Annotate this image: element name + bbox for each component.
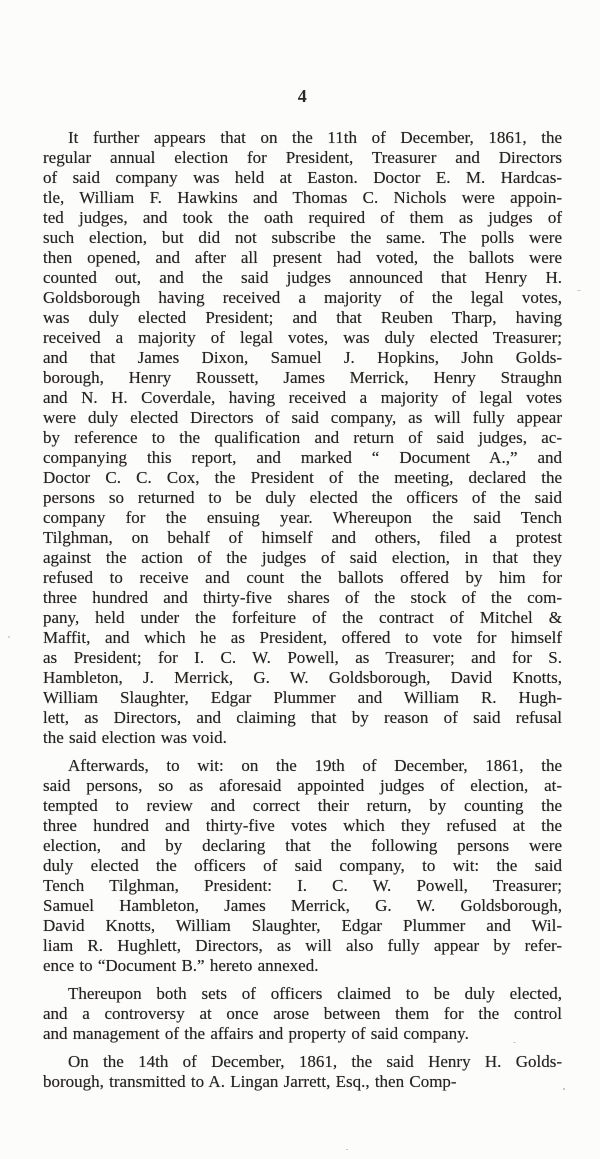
text-line: Tilghman, on behalf of himself and others, filed a protest bbox=[43, 528, 562, 547]
text-line: by reference to the qualification and return of said judges, ac- bbox=[43, 428, 562, 447]
text-line: regular annual election for President, Treasurer and Directors bbox=[43, 148, 562, 167]
text-line: Thereupon both sets of officers claimed to be duly elected, bbox=[68, 984, 562, 1003]
text-line: tempted to review and correct their return, by counting the bbox=[43, 796, 562, 815]
text-line: and that James Dixon, Samuel J. Hopkins, John Golds- bbox=[43, 348, 562, 367]
text-line: lett, as Directors, and claiming that by reason of said refusal bbox=[43, 708, 562, 727]
text-line: ted judges, and took the oath required of them as judges of bbox=[43, 208, 562, 227]
text-line: pany, held under the forfeiture of the contract of Mitchel & bbox=[43, 608, 562, 627]
text-line: Hambleton, J. Merrick, G. W. Goldsborough, David Knotts, bbox=[43, 668, 562, 687]
text-line: tle, William F. Hawkins and Thomas C. Nichols were appoin- bbox=[43, 188, 562, 207]
text-line: liam R. Hughlett, Directors, as will also fully appear by refer- bbox=[43, 936, 562, 955]
text-line: and N. H. Coverdale, having received a majority of legal votes bbox=[43, 388, 562, 407]
text-line: borough, transmitted to A. Lingan Jarrett, Esq., then Comp- bbox=[43, 1072, 457, 1091]
paragraph bbox=[43, 1052, 562, 1092]
text-line: were duly elected Directors of said company, as will fully appear bbox=[43, 408, 562, 427]
text-line: Goldsborough having received a majority of the legal votes, bbox=[43, 288, 562, 307]
scan-speckle bbox=[513, 1042, 516, 1043]
scan-speckle bbox=[577, 290, 581, 291]
text-line: Tench Tilghman, President: I. C. W. Powell, Treasurer; bbox=[43, 876, 562, 895]
text-line: It further appears that on the 11th of December, 1861, the bbox=[68, 128, 562, 147]
page-number: 4 bbox=[297, 86, 308, 106]
text-line: as President; for I. C. W. Powell, as Treasurer; and for S. bbox=[43, 648, 562, 667]
text-line: persons so returned to be duly elected the officers of the said bbox=[43, 488, 562, 507]
text-line: such election, but did not subscribe the same. The polls were bbox=[43, 228, 562, 247]
text-line: three hundred and thirty-five shares of the stock of the com- bbox=[43, 588, 562, 607]
text-line: Maffit, and which he as President, offered to vote for himself bbox=[43, 628, 562, 647]
text-line: On the 14th of December, 1861, the said Henry H. Golds- bbox=[68, 1052, 562, 1071]
text-line: then opened, and after all present had voted, the ballots were bbox=[43, 248, 562, 267]
paragraph bbox=[43, 128, 562, 748]
text-line: against the action of the judges of said election, in that they bbox=[43, 548, 562, 567]
text-line: Doctor C. C. Cox, the President of the meeting, declared the bbox=[43, 468, 562, 487]
text-line: and management of the affairs and property of said company. bbox=[43, 1024, 469, 1043]
text-line: Afterwards, to wit: on the 19th of December, 1861, the bbox=[68, 756, 562, 775]
text-line: was duly elected President; and that Reuben Tharp, having bbox=[43, 308, 562, 327]
scan-speckle bbox=[346, 1149, 348, 1150]
text-line: of said company was held at Easton. Doctor E. M. Hardcas- bbox=[43, 168, 562, 187]
text-block bbox=[43, 128, 562, 1092]
text-line: companying this report, and marked “ Document A.,” and bbox=[43, 448, 562, 467]
text-line: Samuel Hambleton, James Merrick, G. W. Goldsborough, bbox=[43, 896, 562, 915]
text-line: received a majority of legal votes, was duly elected Treasurer; bbox=[43, 328, 562, 347]
text-line: counted out, and the said judges announced that Henry H. bbox=[43, 268, 562, 287]
scan-speckle bbox=[563, 1088, 565, 1090]
paragraph bbox=[43, 756, 562, 976]
text-line: duly elected the officers of said company, to wit: the said bbox=[43, 856, 562, 875]
scan-speckle bbox=[8, 636, 10, 638]
text-line: the said election was void. bbox=[43, 728, 227, 747]
text-line: company for the ensuing year. Whereupon the said Tench bbox=[43, 508, 562, 527]
text-line: ence to “Document B.” hereto annexed. bbox=[43, 956, 319, 975]
text-line: borough, Henry Roussett, James Merrick, Henry Straughn bbox=[43, 368, 562, 387]
text-line: and a controversy at once arose between them for the control bbox=[43, 1004, 562, 1023]
text-line: three hundred and thirty-five votes which they refused at the bbox=[43, 816, 562, 835]
text-line: said persons, so as aforesaid appointed judges of election, at- bbox=[43, 776, 562, 795]
paragraph bbox=[43, 984, 562, 1044]
text-line: David Knotts, William Slaughter, Edgar Plummer and Wil- bbox=[43, 916, 562, 935]
text-line: William Slaughter, Edgar Plummer and William R. Hugh- bbox=[43, 688, 562, 707]
text-line: refused to receive and count the ballots offered by him for bbox=[43, 568, 562, 587]
text-line: election, and by declaring that the following persons were bbox=[43, 836, 562, 855]
